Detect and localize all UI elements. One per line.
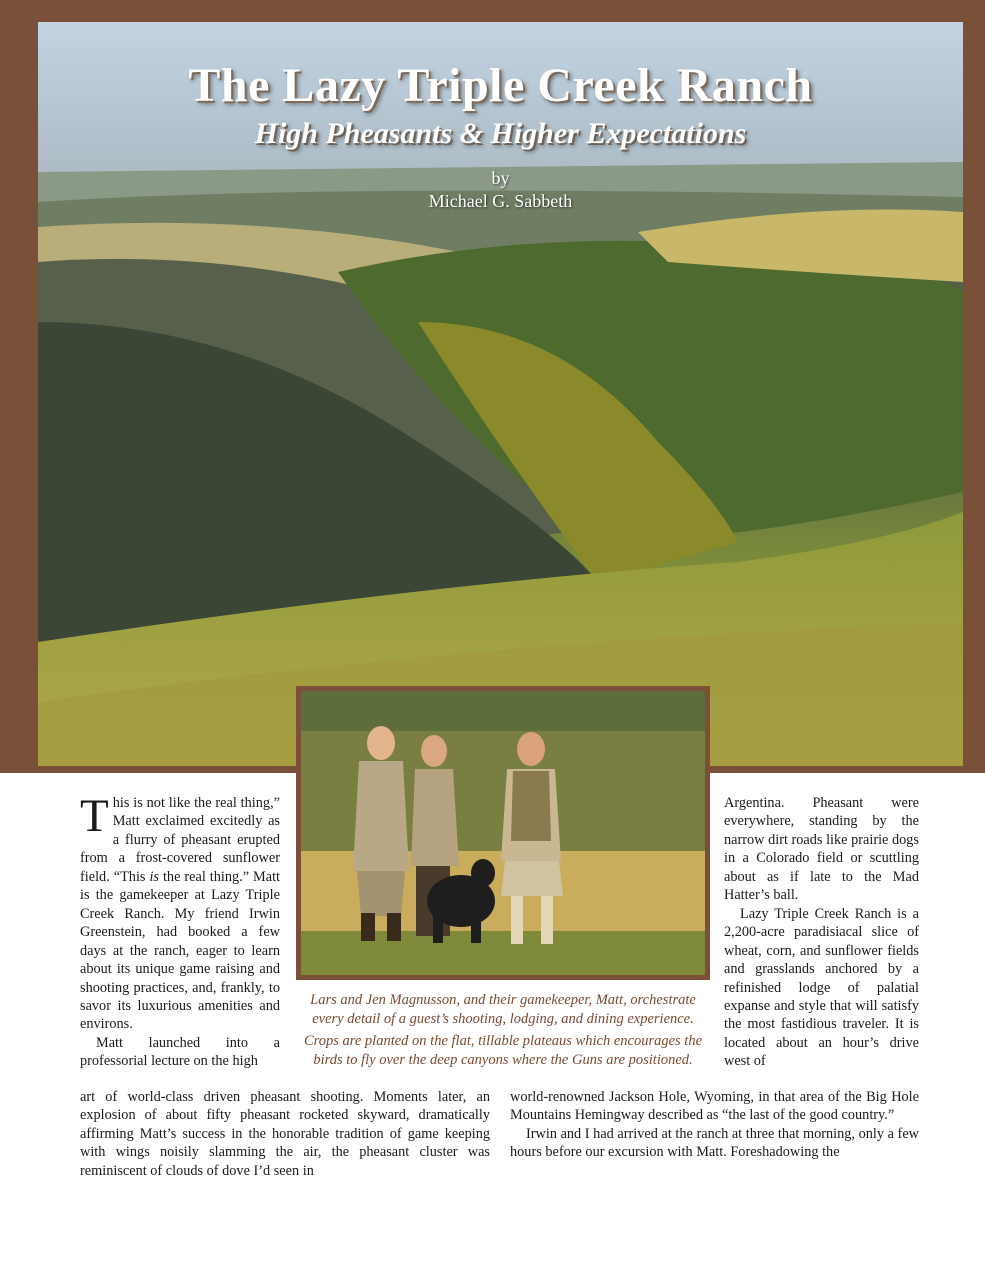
caption-line-1: Lars and Jen Magnusson, and their gamekeeper, Matt, orchestrate every detail of a guest’s shooting, lodging, and dining experience.: [310, 992, 696, 1027]
paragraph-3: Lazy Triple Creek Ranch is a 2,200-acre paradisiacal slice of wheat, corn, and sunflower fields and grasslands anchored by a refinished lodge of palatial expanse and style that will satisfy the most fastidious traveler. It is located about an hour’s drive west of: [724, 905, 919, 1070]
article-subtitle: High Pheasants & Higher Expectations: [254, 117, 747, 150]
drop-cap: T: [80, 790, 109, 842]
article-title: The Lazy Triple Creek Ranch: [188, 59, 813, 112]
paragraph-1-text-b: the real thing.” Matt is the gamekeeper at Lazy Triple Creek Ranch. My friend Irwin Greenstein, had booked a few days at the ranch, eager to learn about its unique game raising and shooting practices, and, frankly, to savor its luxurious amenities and environs.: [80, 868, 281, 1033]
landscape-photo: [38, 22, 963, 766]
article-column-left: [80, 790, 281, 1071]
paragraph-2-start: Matt launched into a professorial lecture on the high: [80, 1034, 280, 1070]
author-name: Michael G. Sabbeth: [428, 191, 573, 211]
paragraph-1: [80, 790, 281, 1034]
caption-line-2: Crops are planted on the flat, tillable plateaus which encourages the birds to fly over the deep canyons where the Guns are positioned.: [303, 1033, 703, 1068]
byline-by: by: [491, 168, 510, 188]
paragraph-4: Irwin and I had arrived at the ranch at three that morning, only a few hours before our excursion with Matt. Foreshadowing the: [510, 1125, 919, 1161]
article-column-right-wide: [510, 1088, 919, 1162]
inset-photo: [301, 691, 705, 975]
inset-photo-frame: [296, 686, 710, 980]
paragraph-2-continued: art of world-class driven pheasant shooting. Moments later, an explosion of about fifty pheasant rocketed skyward, dramatically affirming Matt’s success in the honorable tradition of game keeping with wings noisily slamming the air, the pheasant cluster was reminiscent of clouds of dove I’d seen in: [80, 1089, 490, 1179]
paragraph-1-text-a: his is not like the real thing,” Matt exclaimed excitedly as a flurry of pheasant erupted from a frost-covered sunflower field. “This: [80, 795, 280, 885]
people-with-dog-illustration: [301, 691, 705, 975]
photo-caption: [296, 991, 710, 1073]
article-column-left-wide: [80, 1088, 490, 1180]
paragraph-3-continued: world-renowned Jackson Hole, Wyoming, in that area of the Big Hole Mountains Hemingway described as “the last of the good country.”: [510, 1089, 919, 1124]
paragraph-1-emphasis: is: [149, 868, 159, 885]
byline: [38, 167, 963, 213]
paragraph-2-end: Argentina. Pheasant were everywhere, standing by the narrow dirt roads like prairie dogs in a Colorado field or scuttling about as if late to the Mad Hatter’s ball.: [724, 795, 919, 904]
article-column-right: [724, 794, 919, 1071]
